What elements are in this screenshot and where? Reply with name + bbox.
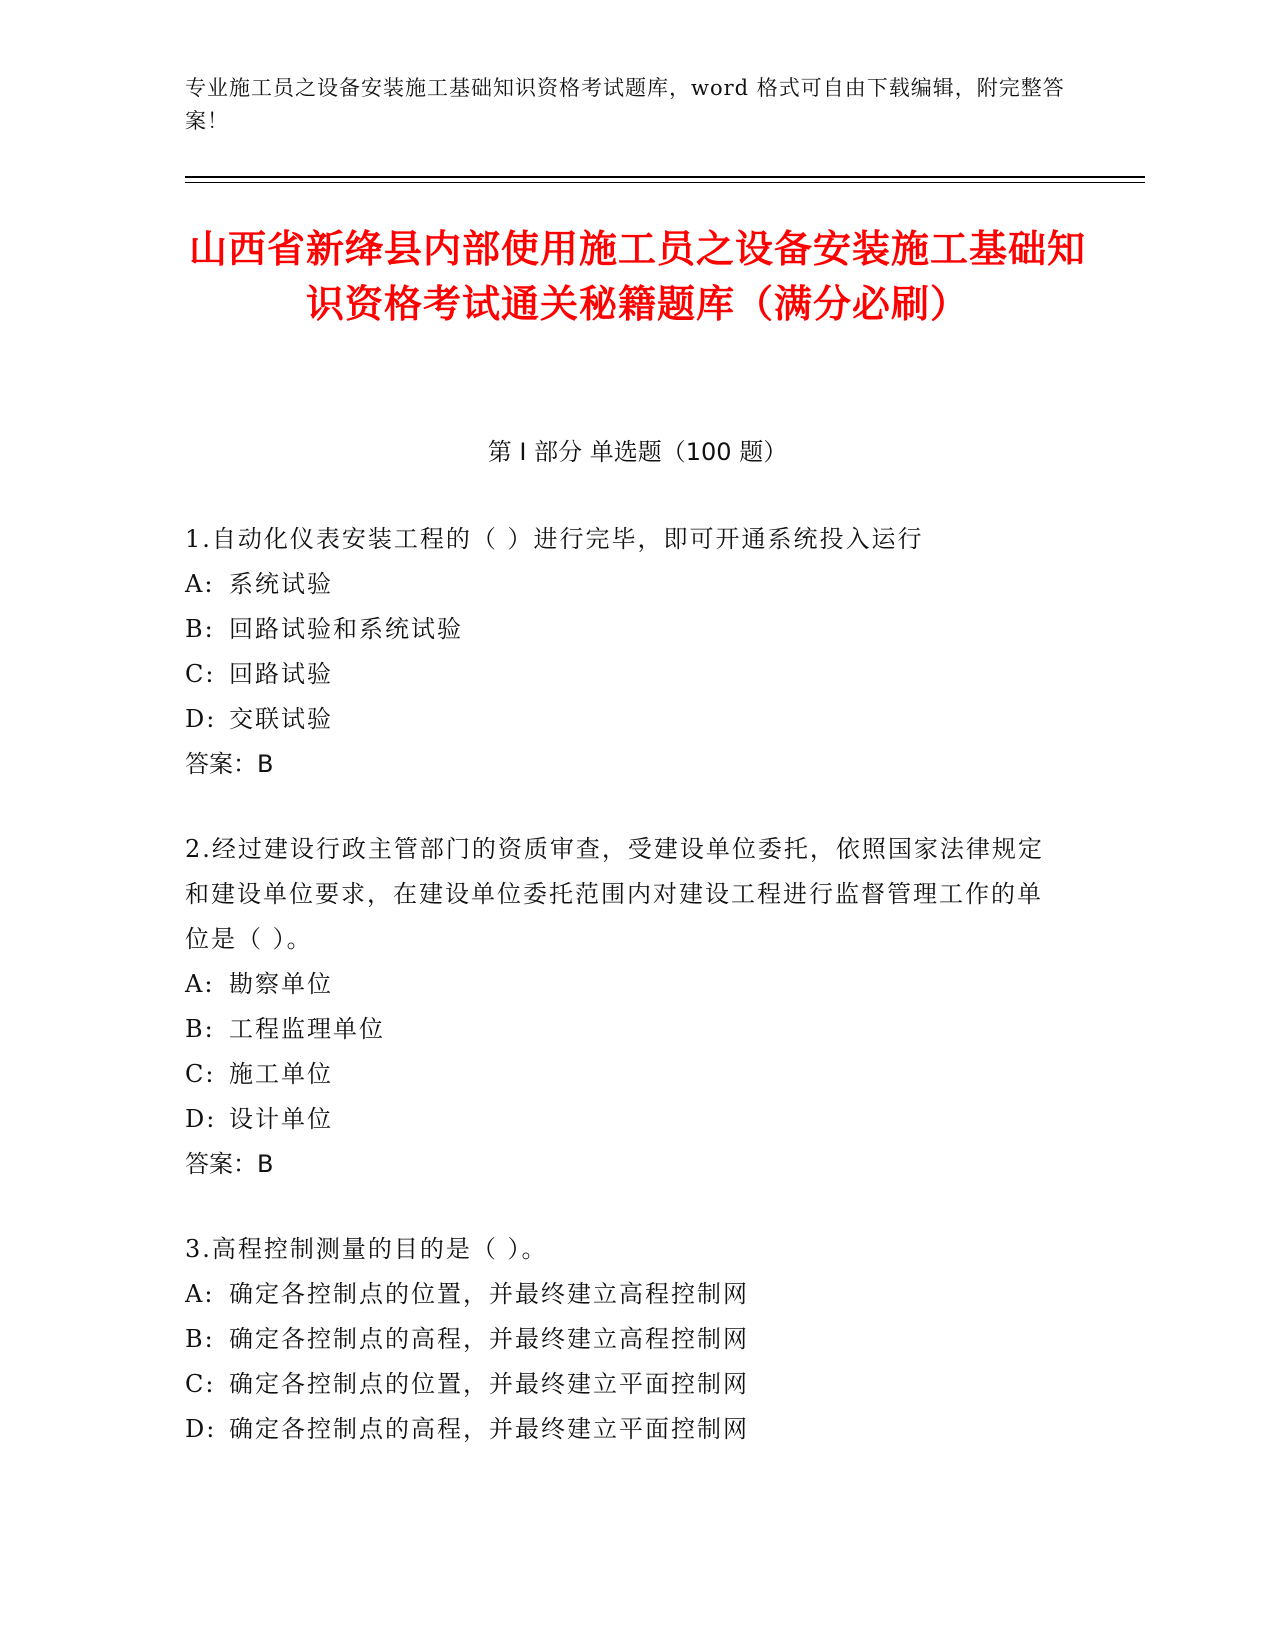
- option-letter: B:: [185, 1015, 215, 1043]
- answer-prefix: 答案：: [185, 1150, 257, 1178]
- option-text: 勘察单位: [229, 970, 333, 998]
- option-letter: D:: [185, 1105, 217, 1133]
- option-d: [185, 697, 1065, 742]
- section-heading: 第 I 部分 单选题（100 题）: [487, 438, 788, 466]
- header-rule-thick: [185, 176, 1145, 178]
- option-text: 确定各控制点的位置，并最终建立平面控制网: [229, 1370, 749, 1398]
- option-text: 设计单位: [229, 1105, 333, 1133]
- question-stem: 1.自动化仪表安装工程的（ ）进行完毕，即可开通系统投入运行: [185, 525, 924, 553]
- question-stem: 3.高程控制测量的目的是（ ）。: [185, 1235, 548, 1263]
- question-1: [185, 517, 1065, 787]
- option-text: 回路试验和系统试验: [229, 615, 463, 643]
- option-letter: D:: [185, 1415, 217, 1443]
- option-c: [185, 1362, 1065, 1407]
- option-text: 确定各控制点的高程，并最终建立高程控制网: [229, 1325, 749, 1353]
- option-text: 确定各控制点的高程，并最终建立平面控制网: [229, 1415, 749, 1443]
- header-note: 专业施工员之设备安装施工基础知识资格考试题库，word 格式可自由下载编辑，附完整答案！: [185, 76, 1065, 133]
- option-text: 施工单位: [229, 1060, 333, 1088]
- question-3: [185, 1227, 1065, 1452]
- option-text: 回路试验: [229, 660, 333, 688]
- document-title: 山西省新绛县内部使用施工员之设备安装施工基础知识资格考试通关秘籍题库（满分必刷）: [188, 227, 1086, 326]
- option-b: [185, 1007, 1065, 1052]
- question-2: [185, 827, 1065, 1187]
- option-b: [185, 1317, 1065, 1362]
- option-letter: A:: [185, 1280, 215, 1308]
- option-letter: B:: [185, 1325, 215, 1353]
- option-text: 交联试验: [229, 705, 333, 733]
- option-letter: A:: [185, 570, 215, 598]
- option-d: [185, 1097, 1065, 1142]
- option-c: [185, 1052, 1065, 1097]
- answer-value: B: [257, 750, 274, 778]
- option-letter: C:: [185, 1370, 216, 1398]
- option-a: [185, 1272, 1065, 1317]
- option-letter: A:: [185, 970, 215, 998]
- option-text: 确定各控制点的位置，并最终建立高程控制网: [229, 1280, 749, 1308]
- answer-value: B: [257, 1150, 274, 1178]
- option-a: [185, 562, 1065, 607]
- option-text: 工程监理单位: [229, 1015, 385, 1043]
- answer-prefix: 答案：: [185, 750, 257, 778]
- option-a: [185, 962, 1065, 1007]
- option-text: 系统试验: [229, 570, 333, 598]
- option-d: [185, 1407, 1065, 1452]
- answer-line: [185, 742, 1065, 787]
- option-letter: C:: [185, 660, 216, 688]
- question-list: [185, 523, 1065, 1498]
- option-c: [185, 652, 1065, 697]
- option-letter: C:: [185, 1060, 216, 1088]
- option-letter: D:: [185, 705, 217, 733]
- question-stem: 2.经过建设行政主管部门的资质审查，受建设单位委托，依照国家法律规定和建设单位要求，在建设单位委托范围内对建设工程进行监督管理工作的单位是（ ）。: [185, 835, 1044, 953]
- option-b: [185, 607, 1065, 652]
- answer-line: [185, 1142, 1065, 1187]
- header-rule-thin: [185, 182, 1145, 183]
- option-letter: B:: [185, 615, 215, 643]
